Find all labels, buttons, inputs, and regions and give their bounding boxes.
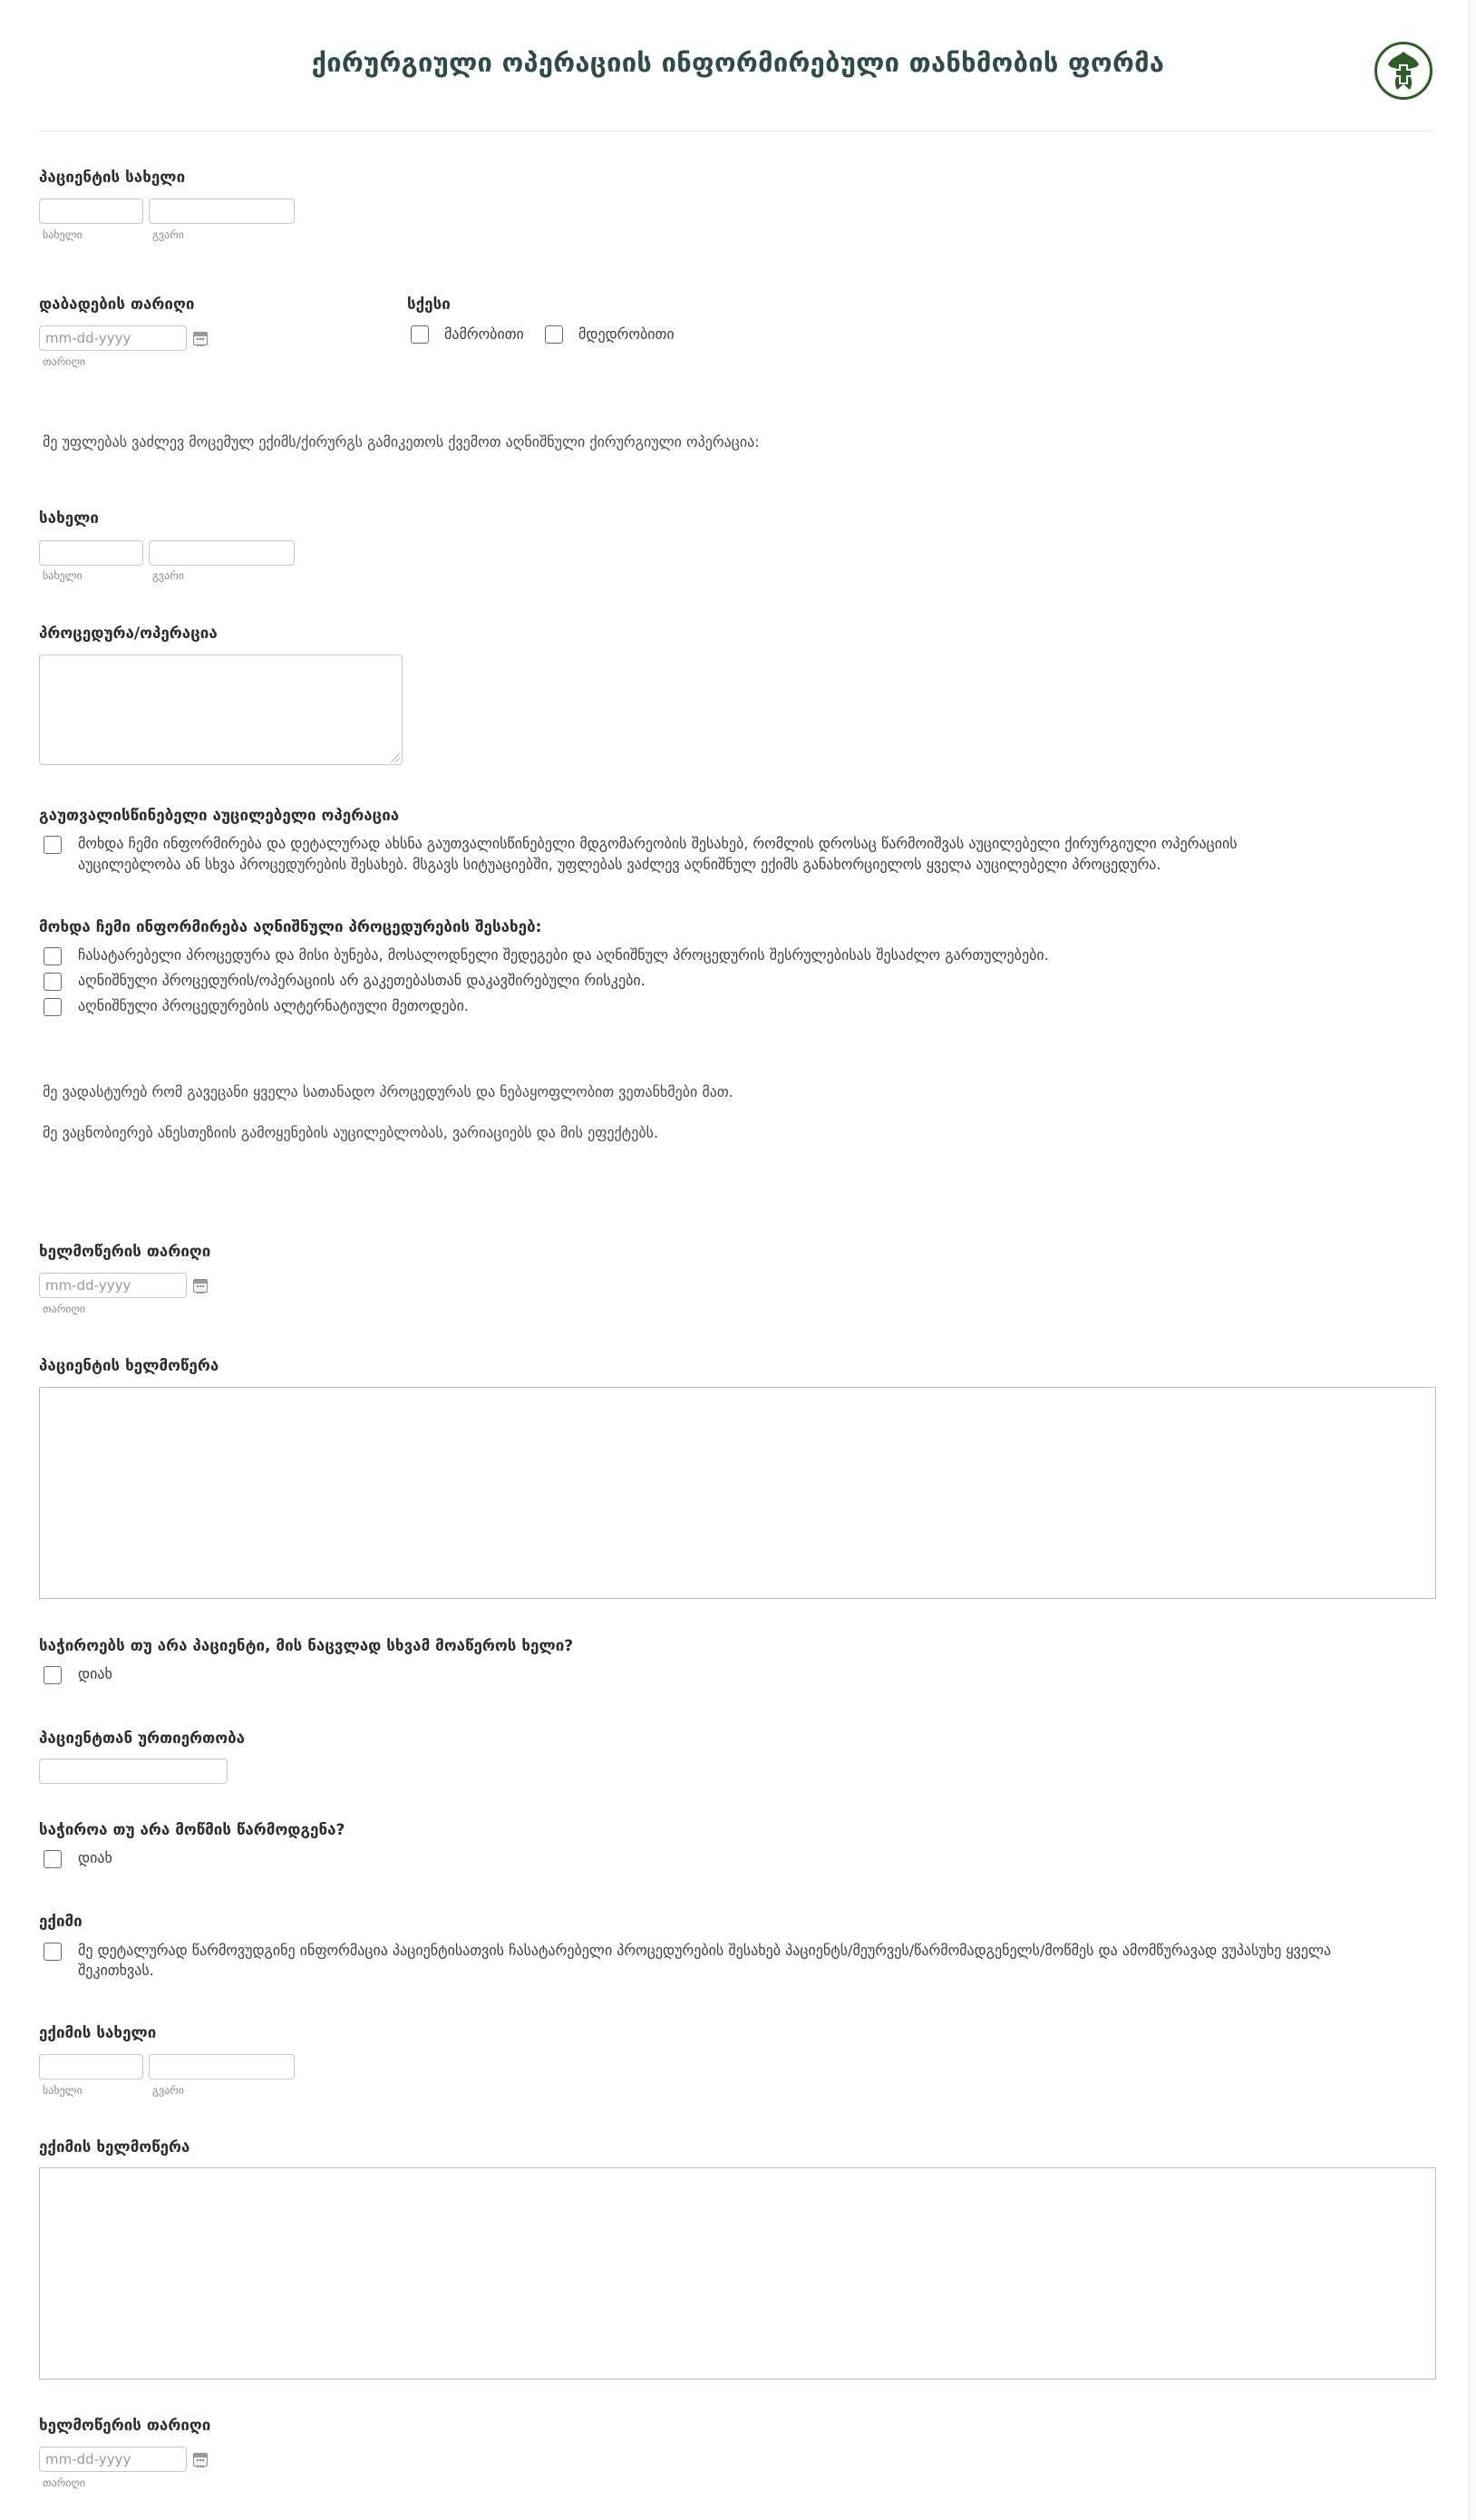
witness-yes-checkbox[interactable] — [44, 1850, 62, 1868]
unforeseen-label: გაუთვალისწინებელი აუცილებელი ოპერაცია — [39, 807, 400, 825]
witness-label: საჭიროა თუ არა მოწმის წარმოდგენა? — [39, 1821, 345, 1839]
doctor-confirm-text-line1: მე დეტალურად წარმოვუდგინე ინფორმაცია პაციენტისათვის ჩასატარებელი პროცედურების შესახებ პაციენტს/მეურვეს/წარმომადგენელს/მოწმეს და ამომწურავად ვუპასუხე ყველა — [78, 1942, 1332, 1959]
dob-label: დაბადების თარიღი — [39, 296, 195, 314]
informed-option-3-label: აღნიშნული პროცედურების ალტერნატიული მეთოდები. — [78, 997, 469, 1014]
sign-date-label: ხელმოწერის თარიღი — [39, 1243, 211, 1261]
doctor-signature-pad[interactable] — [39, 2167, 1436, 2379]
sign-date-sublabel: თარიღი — [43, 1303, 86, 1315]
confirm-text: მე ვადასტურებ რომ გავეცანი ყველა სათანადო პროცედურას და ნებაყოფლობით ვეთანხმები მათ. — [43, 1083, 733, 1100]
sex-male-checkbox[interactable] — [411, 325, 429, 344]
other-signer-label: საჭიროებს თუ არა პაციენტი, მის ნაცვლად სხვამ მოაწეროს ხელი? — [39, 1637, 574, 1655]
patient-last-name-input[interactable] — [149, 199, 295, 224]
doctor-first-name-sublabel: სახელი — [43, 2084, 83, 2097]
sex-label: სქესი — [407, 296, 451, 314]
informed-option-3-checkbox[interactable] — [44, 998, 62, 1016]
surgeon-first-name-sublabel: სახელი — [43, 569, 83, 582]
doctor-first-name-input[interactable] — [39, 2054, 143, 2079]
witness-yes-label: დიახ — [78, 1849, 112, 1866]
doctor-last-name-sublabel: გვარი — [152, 2084, 184, 2097]
sex-female-checkbox[interactable] — [545, 325, 563, 344]
doctor-name-label: ექიმის სახელი — [39, 2024, 157, 2042]
patient-last-name-sublabel: გვარი — [152, 228, 184, 241]
procedure-textarea[interactable] — [39, 654, 403, 765]
patient-signature-label: პაციენტის ხელმოწერა — [39, 1357, 219, 1375]
surgeon-last-name-input[interactable] — [149, 540, 295, 566]
dob-sublabel: თარიღი — [43, 355, 86, 368]
sex-male-label: მამრობითი — [444, 325, 524, 343]
relationship-label: პაციენტთან ურთიერთობა — [39, 1730, 246, 1748]
calendar-icon[interactable] — [193, 332, 208, 345]
doctor-confirm-checkbox[interactable] — [44, 1943, 62, 1961]
other-signer-yes-label: დიახ — [78, 1665, 112, 1682]
informed-option-1-label: ჩასატარებელი პროცედურა და მისი ბუნება, მოსალოდნელი შედეგები და აღნიშნულ პროცედურის შესრულებისას შესაძლო გართულებები. — [78, 946, 1049, 964]
other-signer-yes-checkbox[interactable] — [44, 1666, 62, 1684]
informed-option-2-label: აღნიშნული პროცედურის/ოპერაციის არ გაკეთებასთან დაკავშირებული რისკები. — [78, 972, 646, 989]
sign-date-input[interactable] — [39, 1273, 187, 1298]
informed-option-1-checkbox[interactable] — [44, 947, 62, 965]
informed-label: მოხდა ჩემი ინფორმირება აღნიშნული პროცედურების შესახებ: — [39, 918, 542, 936]
dob-input[interactable] — [39, 325, 187, 351]
doctor-last-name-input[interactable] — [149, 2054, 295, 2079]
doctor-sign-date-sublabel: თარიღი — [43, 2476, 86, 2489]
page-edge — [1469, 0, 1476, 2520]
doctor-signature-label: ექიმის ხელმოწერა — [39, 2138, 190, 2157]
unforeseen-checkbox[interactable] — [44, 836, 62, 854]
informed-option-2-checkbox[interactable] — [44, 973, 62, 991]
patient-name-label: პაციენტის სახელი — [39, 169, 186, 187]
doctor-confirm-text-line2: შეკითხვას. — [78, 1962, 154, 1979]
relationship-input[interactable] — [39, 1759, 228, 1784]
form-title: ქირურგიული ოპერაციის ინფორმირებული თანხმობის ფორმა — [311, 47, 1165, 78]
anesthesia-text: მე ვაცნობიერებ ანესთეზიის გამოყენების აუცილებლობას, ვარიაციებს და მის ეფექტებს. — [43, 1124, 659, 1141]
patient-first-name-input[interactable] — [39, 199, 143, 224]
surgeon-last-name-sublabel: გვარი — [152, 569, 184, 582]
patient-first-name-sublabel: სახელი — [43, 228, 83, 241]
unforeseen-text-line2: აუცილებლობა ან სხვა პროცედურების შესახებ. მსგავს სიტუაციებში, უფლებას ვაძლევ აღნიშნულ ექიმს განახორციელოს ყველა აუცილებელი პროცედურა. — [78, 856, 1161, 873]
doctor-sign-date-label: ხელმოწერის თარიღი — [39, 2417, 211, 2435]
authorization-text: მე უფლებას ვაძლევ მოცემულ ექიმს/ქირურგს გამიკეთოს ქვემოთ აღნიშნული ქირურგიული ოპერაცია: — [43, 433, 760, 451]
doctor-label: ექიმი — [39, 1913, 83, 1931]
surgeon-first-name-input[interactable] — [39, 540, 143, 566]
calendar-icon[interactable] — [193, 2453, 208, 2467]
calendar-icon[interactable] — [193, 1279, 208, 1293]
unforeseen-text-line1: მოხდა ჩემი ინფორმირება და დეტალურად ახსნა გაუთვალისწინებელი მდგომარეობის შესახებ, რომლის დროსაც წარმოიშვას აუცილებელი ქირურგიული ოპერაციის — [78, 835, 1238, 852]
doctor-sign-date-input[interactable] — [39, 2447, 187, 2472]
procedure-label: პროცედურა/ოპერაცია — [39, 625, 218, 643]
medical-logo-icon — [1374, 42, 1432, 100]
surgeon-name-label: სახელი — [39, 509, 100, 528]
resize-grip-icon[interactable] — [391, 753, 400, 762]
patient-signature-pad[interactable] — [39, 1387, 1436, 1599]
sex-female-label: მდედრობითი — [578, 325, 675, 343]
